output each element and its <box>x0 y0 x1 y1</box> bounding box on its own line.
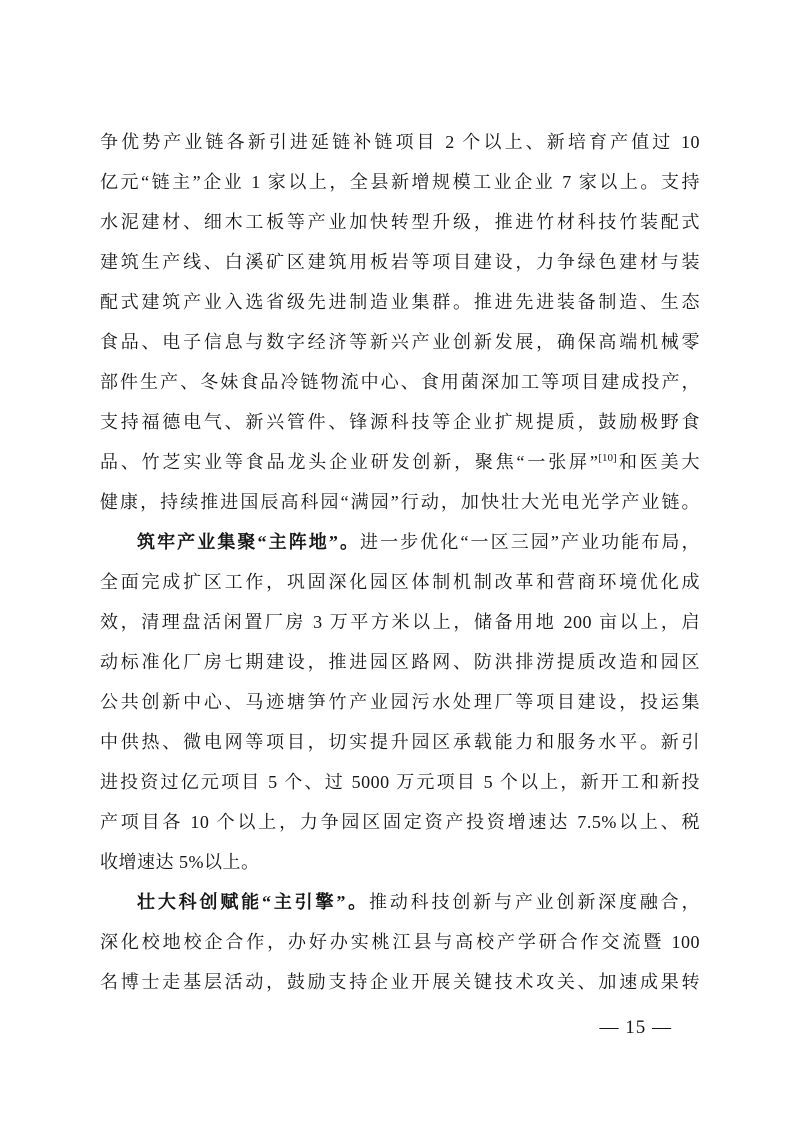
body-line <box>100 202 700 242</box>
body-line-text: 健康，持续推进国辰高科园“满园”行动，加快壮大光电光学产业链。 <box>100 492 700 512</box>
body-line <box>100 122 700 162</box>
body-line-text: 亿元“链主”企业 1 家以上，全县新增规模工业企业 7 家以上。支持 <box>100 172 700 192</box>
footnote-ref-10: [10] <box>598 452 617 464</box>
body-line <box>100 722 700 762</box>
body-line <box>100 482 700 522</box>
body-line <box>100 682 700 722</box>
body-line-text: 效，清理盘活闲置厂房 3 万平方米以上，储备用地 200 亩以上，启 <box>100 612 700 632</box>
document-body <box>100 122 700 1002</box>
paragraph-heading-line <box>100 522 700 562</box>
body-line <box>100 642 700 682</box>
body-line-text: 动标准化厂房七期建设，推进园区路网、防洪排涝提质改造和园区 <box>100 652 700 672</box>
body-line <box>100 322 700 362</box>
body-line <box>100 602 700 642</box>
body-line-text: 建筑生产线、白溪矿区建筑用板岩等项目建设，力争绿色建材与装 <box>100 252 700 272</box>
body-line-text: 和医美大 <box>616 452 700 472</box>
body-line-text: 争优势产业链各新引进延链补链项目 2 个以上、新培育产值过 10 <box>100 132 700 152</box>
paragraph-heading-line <box>100 882 700 922</box>
body-line-text: 名博士走基层活动，鼓励支持企业开展关键技术攻关、加速成果转 <box>100 972 700 992</box>
body-line-text: 收增速达 5%以上。 <box>100 852 260 872</box>
body-line-text: 水泥建材、细木工板等产业加快转型升级，推进竹材科技竹装配式 <box>100 212 700 232</box>
body-line-text: 食品、电子信息与数字经济等新兴产业创新发展，确保高端机械零 <box>100 332 700 352</box>
body-line <box>100 762 700 802</box>
body-line-text: 全面完成扩区工作，巩固深化园区体制机制改革和营商环境优化成 <box>100 572 700 592</box>
body-line <box>100 282 700 322</box>
body-line-text: 产项目各 10 个以上，力争园区固定资产投资增速达 7.5%以上、税 <box>100 812 700 832</box>
body-line-text: 推动科技创新与产业创新深度融合， <box>369 892 700 912</box>
paragraph-heading: 筑牢产业集聚“主阵地”。 <box>137 532 361 552</box>
paragraph-last-line <box>100 842 700 882</box>
body-line-text: 配式建筑产业入选省级先进制造业集群。推进先进装备制造、生态 <box>100 292 700 312</box>
body-line-text: 部件生产、冬妹食品冷链物流中心、食用菌深加工等项目建成投产， <box>100 372 700 392</box>
body-line <box>100 162 700 202</box>
body-line-text: 公共创新中心、马迹塘笋竹产业园污水处理厂等项目建设，投运集 <box>100 692 700 712</box>
body-line <box>100 802 700 842</box>
body-line <box>100 922 700 962</box>
body-line <box>100 242 700 282</box>
body-line-text: 进投资过亿元项目 5 个、过 5000 万元项目 5 个以上，新开工和新投 <box>100 772 700 792</box>
body-line <box>100 562 700 602</box>
body-line-text: 中供热、微电网等项目，切实提升园区承载能力和服务水平。新引 <box>100 732 700 752</box>
paragraph-heading: 壮大科创赋能“主引擎”。 <box>137 892 369 912</box>
body-line-text: 品、竹芝实业等食品龙头企业研发创新，聚焦“一张屏” <box>100 452 599 472</box>
body-line-text: 支持福德电气、新兴管件、锋源科技等企业扩规提质，鼓励极野食 <box>100 412 700 432</box>
body-line-text: 深化校地校企合作，办好办实桃江县与高校产学研合作交流暨 100 <box>100 932 700 952</box>
body-line-with-footnote <box>100 442 700 482</box>
body-line <box>100 402 700 442</box>
page-number: — 15 — <box>599 1017 672 1038</box>
body-line <box>100 962 700 1002</box>
body-line-text: 进一步优化“一区三园”产业功能布局， <box>360 532 700 552</box>
body-line <box>100 362 700 402</box>
